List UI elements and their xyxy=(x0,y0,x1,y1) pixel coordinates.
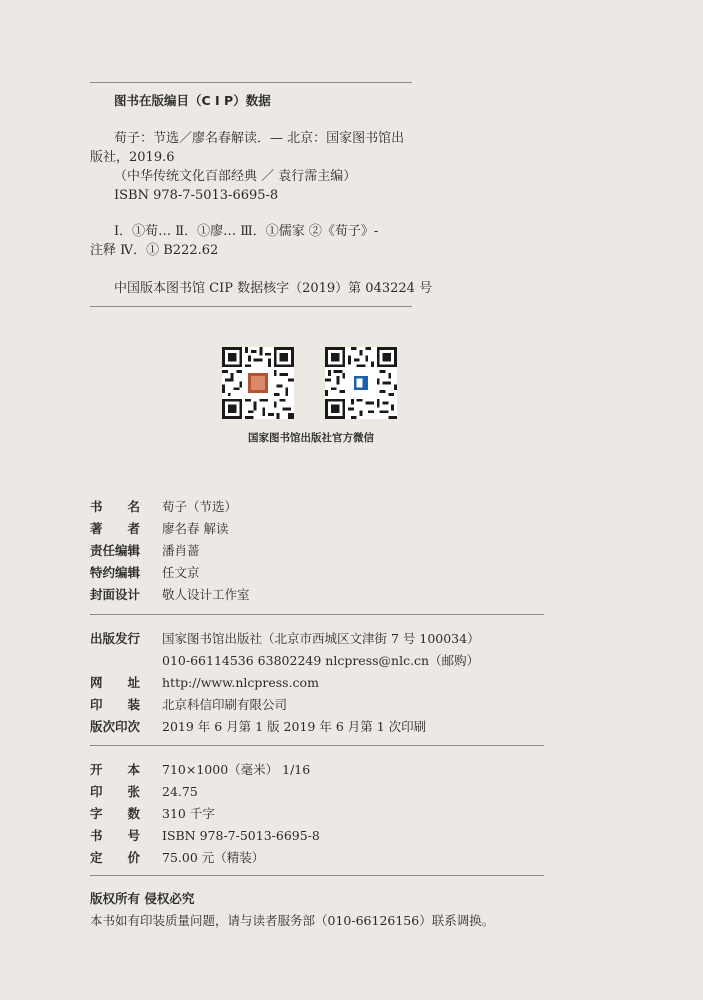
spec-value-price: 75.00 元（精装） xyxy=(162,850,265,865)
qr-caption: 国家图书馆出版社官方微信 xyxy=(248,432,374,444)
spec-label-price: 定 价 xyxy=(90,850,141,865)
publish-label-website: 网 址 xyxy=(90,675,141,690)
spec-value-sheets: 24.75 xyxy=(162,784,198,799)
publish-label-publisher: 出版发行 xyxy=(90,631,141,646)
publish-label-printer: 印 装 xyxy=(90,697,141,712)
cip-heading: 图书在版编目（C I P）数据 xyxy=(114,93,271,108)
book-value-author: 廖名春 解读 xyxy=(162,521,229,536)
cip-line-publisher: 版社，2019.6 xyxy=(90,150,175,165)
book-divider xyxy=(90,614,544,615)
cip-line-series: （中华传统文化百部经典 ／ 袁行霈主编） xyxy=(114,169,357,184)
publish-label-edition: 版次印次 xyxy=(90,719,141,734)
spec-value-words: 310 千字 xyxy=(162,806,215,821)
qr-code-seal-icon xyxy=(222,347,294,419)
cip-bottom-rule xyxy=(90,306,412,307)
cip-top-rule xyxy=(90,82,412,83)
cip-line-record-number: 中国版本图书馆 CIP 数据核字（2019）第 043224 号 xyxy=(114,281,433,296)
book-label-title: 书 名 xyxy=(90,499,141,514)
book-value-cover-design: 敬人设计工作室 xyxy=(162,587,250,602)
specs-divider xyxy=(90,875,544,876)
spec-label-format: 开 本 xyxy=(90,762,141,777)
publish-value-website: http://www.nlcpress.com xyxy=(162,675,319,690)
book-label-editor: 责任编辑 xyxy=(90,543,141,558)
rights-heading: 版权所有 侵权必究 xyxy=(90,891,195,906)
spec-value-isbn: ISBN 978-7-5013-6695-8 xyxy=(162,828,320,843)
cip-line-isbn: ISBN 978-7-5013-6695-8 xyxy=(114,188,279,203)
cip-line-title: 荀子：节选／廖名春解读．— 北京：国家图书馆出 xyxy=(114,131,405,146)
publish-value-edition: 2019 年 6 月第 1 版 2019 年 6 月第 1 次印刷 xyxy=(162,719,427,734)
rights-notice: 本书如有印装质量问题，请与读者服务部（010-66126156）联系调换。 xyxy=(90,913,495,928)
spec-label-isbn: 书 号 xyxy=(90,828,141,843)
spec-value-format: 710×1000（毫米） 1/16 xyxy=(162,762,311,777)
book-label-cover-design: 封面设计 xyxy=(90,587,141,602)
publish-value-publisher: 国家图书馆出版社（北京市西城区文津街 7 号 100034） xyxy=(162,631,480,646)
publish-value-printer: 北京科信印刷有限公司 xyxy=(162,697,288,712)
publish-value-contact: 010-66114536 63802249 nlcpress@nlc.cn（邮购） xyxy=(162,653,480,668)
book-value-special-editor: 任文京 xyxy=(162,565,200,580)
cip-line-classification: 注释 Ⅳ．① B222.62 xyxy=(90,243,219,258)
spec-label-sheets: 印 张 xyxy=(90,784,141,799)
publish-divider xyxy=(90,745,544,746)
qr-code-logo-icon xyxy=(325,347,397,419)
book-value-editor: 潘肖蔷 xyxy=(162,543,200,558)
cip-line-subjects: Ⅰ．①荀… Ⅱ．①廖… Ⅲ．①儒家 ②《荀子》- xyxy=(114,224,379,239)
book-label-special-editor: 特约编辑 xyxy=(90,565,141,580)
spec-label-words: 字 数 xyxy=(90,806,141,821)
book-label-author: 著 者 xyxy=(90,521,141,536)
book-value-title: 荀子（节选） xyxy=(162,499,238,514)
